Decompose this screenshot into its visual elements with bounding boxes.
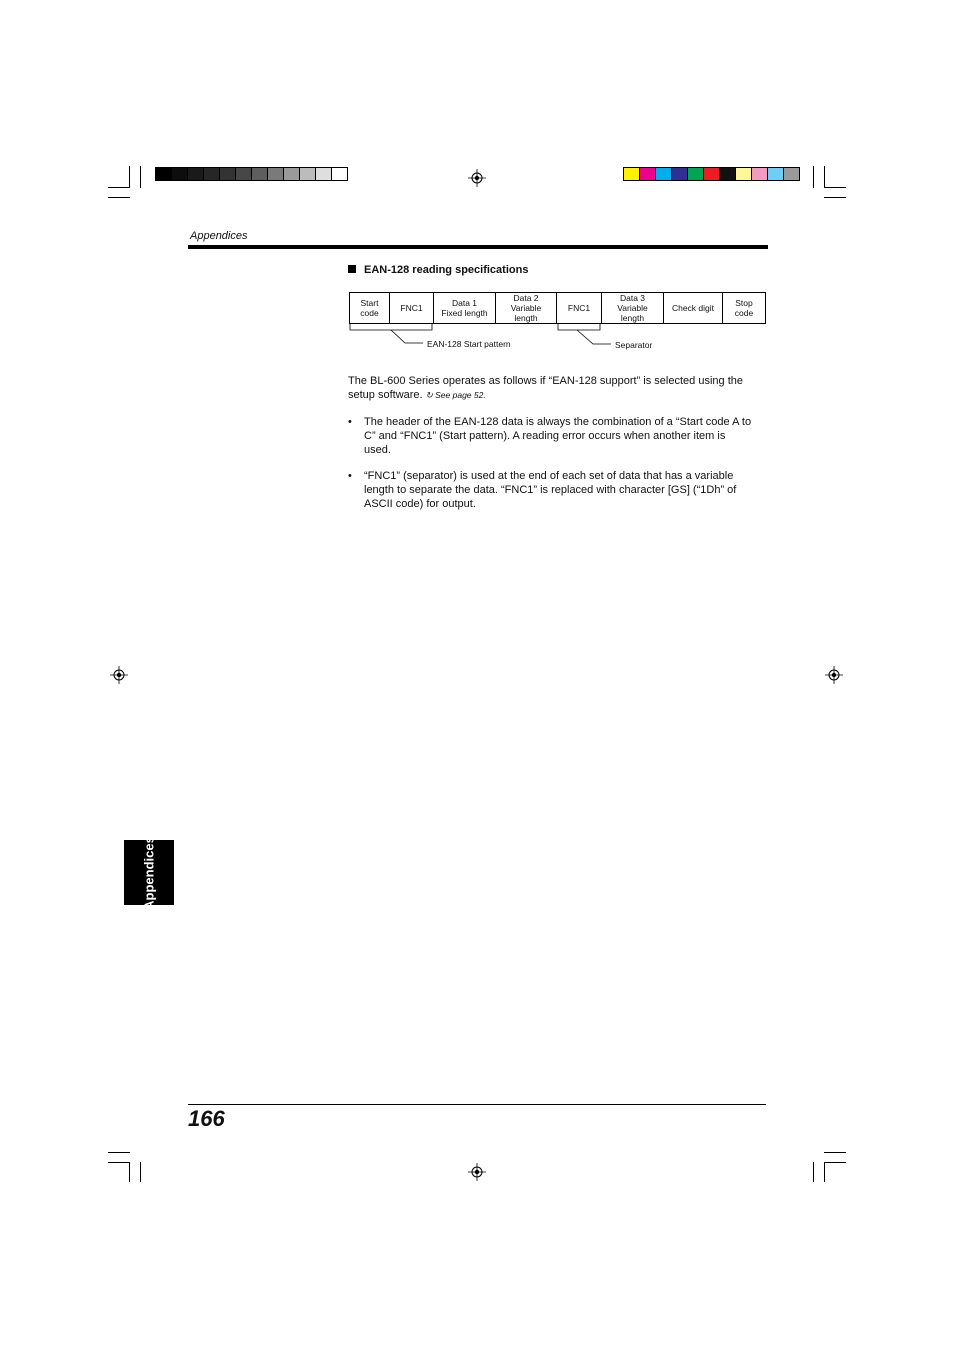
color-swatch: [687, 167, 704, 181]
color-swatch: [155, 167, 172, 181]
cell-data3: Data 3 Variable length: [602, 293, 664, 324]
color-swatch: [283, 167, 300, 181]
crop-mark: [824, 1152, 846, 1153]
crop-mark: [140, 1162, 141, 1182]
crop-mark: [129, 166, 130, 188]
section-title-text: EAN-128 reading specifications: [364, 264, 529, 276]
bullet-bullet: •: [348, 416, 352, 428]
color-swatch: [735, 167, 752, 181]
color-swatch: [639, 167, 656, 181]
crop-mark: [108, 1162, 130, 1163]
crop-mark: [129, 1162, 130, 1182]
section-title: [348, 264, 528, 276]
color-swatch: [315, 167, 332, 181]
crop-mark: [824, 166, 825, 188]
crop-mark: [108, 187, 130, 188]
ean-annotation-brackets: [345, 320, 665, 356]
bullet-bullet: •: [348, 470, 352, 482]
crop-mark: [108, 197, 130, 198]
bullet-item: The header of the EAN-128 data is always the combination of a “Start code A to C” and “FNC1” (Start pattern). A reading error occurs when another item is used.: [364, 416, 752, 456]
intro-line: The BL-600 Series operates as follows if “EAN-128 support” is selected using the: [348, 375, 743, 387]
color-swatch: [331, 167, 348, 181]
color-swatch: [187, 167, 204, 181]
gray-calibration-bar: [156, 167, 348, 181]
color-swatch: [751, 167, 768, 181]
intro-paragraph: [348, 374, 743, 402]
side-tab-appendices: [124, 835, 174, 910]
crop-mark: [108, 1152, 130, 1153]
footer-rule: [188, 1104, 766, 1105]
registration-mark-icon: [468, 1163, 486, 1181]
color-swatch: [655, 167, 672, 181]
cell-data1: Data 1 Fixed length: [434, 293, 496, 324]
cell-stop-code: Stop code: [723, 293, 766, 324]
color-swatch: [299, 167, 316, 181]
cell-start-code: Start code: [350, 293, 390, 324]
intro-line: setup software. ↻ See page 52.: [348, 389, 486, 401]
color-swatch: [671, 167, 688, 181]
cell-data2: Data 2 Variable length: [496, 293, 557, 324]
registration-mark-icon: [110, 666, 128, 684]
square-bullet-icon: [348, 265, 356, 273]
crop-mark: [824, 197, 846, 198]
crop-mark: [813, 166, 814, 188]
cell-fnc1-start: FNC1: [390, 293, 434, 324]
side-tab-label: Appendices: [141, 835, 157, 910]
color-swatch: [767, 167, 784, 181]
crop-mark: [824, 187, 846, 188]
color-swatch: [719, 167, 736, 181]
running-header: Appendices: [190, 230, 248, 242]
bullet-item: “FNC1” (separator) is used at the end of each set of data that has a variable length to separate the data. “FNC1” is replaced with character [GS] (“1Dh” of ASCII code) for output.: [364, 470, 737, 510]
crop-mark: [140, 166, 141, 188]
separator-label: Separator: [615, 340, 653, 350]
registration-mark-icon: [468, 169, 486, 187]
color-swatch: [219, 167, 236, 181]
crop-mark: [824, 1162, 825, 1182]
color-swatch: [235, 167, 252, 181]
color-swatch: [783, 167, 800, 181]
crop-mark: [824, 1162, 846, 1163]
color-calibration-bar: [624, 167, 800, 181]
color-swatch: [203, 167, 220, 181]
cell-check-digit: Check digit: [664, 293, 723, 324]
color-swatch: [623, 167, 640, 181]
registration-mark-icon: [825, 666, 843, 684]
page-reference: ↻ See page 52.: [425, 390, 486, 400]
crop-mark: [813, 1162, 814, 1182]
cell-fnc1-separator: FNC1: [557, 293, 602, 324]
page-number: 166: [188, 1106, 225, 1131]
color-swatch: [251, 167, 268, 181]
start-pattern-label: EAN-128 Start pattern: [427, 339, 511, 349]
header-rule: [188, 245, 768, 249]
color-swatch: [703, 167, 720, 181]
color-swatch: [267, 167, 284, 181]
color-swatch: [171, 167, 188, 181]
